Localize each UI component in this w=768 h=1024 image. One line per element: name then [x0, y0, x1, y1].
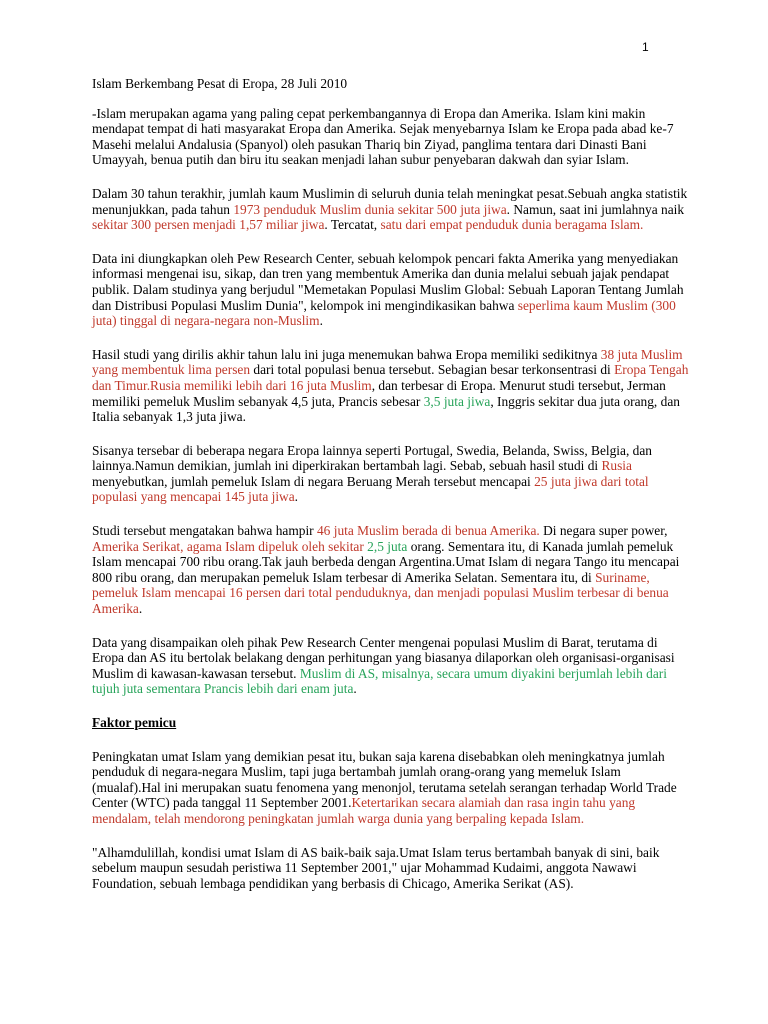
highlighted-text-red: Eropa Tengah dan Timur.Rusia memiliki lebih dari 16 juta Muslim: [92, 362, 689, 393]
text-segment: .: [138, 601, 143, 617]
highlighted-text-red: seperlima kaum Muslim (300 juta) tinggal di negara-negara non-Muslim: [92, 297, 676, 329]
highlighted-text-red: 1973 penduduk Muslim dunia sekitar 500 juta jiwa: [233, 201, 507, 217]
highlighted-text-red: Suriname, pemeluk Islam mencapai 16 persen dari total penduduknya, dan menjadi populasi Muslim terbesar di benua Amerika: [92, 569, 669, 617]
text-segment: menyebutkan, jumlah pemeluk Islam di negara Beruang Merah tersebut mencapai: [92, 473, 535, 489]
text-segment: .: [319, 313, 323, 329]
text-segment: , dan terbesar di Eropa. Menurut studi tersebut, Jerman memiliki pemeluk Muslim sebanyak 4,5 juta, Prancis sebesar: [92, 377, 666, 409]
text-segment: Studi tersebut mengatakan bahwa hampir: [92, 523, 317, 539]
paragraph: [92, 186, 692, 233]
text-segment: . Namun, saat ini jumlahnya naik: [506, 201, 685, 217]
page-number: 1: [642, 40, 649, 54]
text-segment: dari total populasi benua tersebut. Sebagian besar terkonsentrasi di: [250, 362, 615, 378]
paragraph: [92, 635, 692, 697]
paragraph: [92, 749, 692, 827]
paragraph: [92, 523, 692, 617]
text-segment: , Inggris sekitar dua juta orang, dan Italia sebanyak 1,3 juta jiwa.: [92, 393, 680, 425]
intro-paragraphs: [92, 106, 692, 697]
paragraph: [92, 443, 692, 505]
highlighted-text-red: satu dari empat penduduk dunia beragama Islam.: [380, 217, 644, 233]
paragraph: [92, 106, 692, 168]
highlighted-text-red: 38 juta Muslim yang membentuk lima persen: [92, 346, 683, 378]
text-segment: .: [353, 681, 357, 697]
text-segment: Hasil studi yang dirilis akhir tahun lalu ini juga menemukan bahwa Eropa memiliki sedikitnya: [92, 346, 601, 362]
highlighted-text-red: sekitar 300 persen menjadi 1,57 miliar jiwa: [92, 217, 325, 233]
paragraph: [92, 251, 692, 329]
text-segment: Peningkatan umat Islam yang demikian pesat itu, bukan saja karena disebabkan oleh meningkatnya jumlah penduduk di negara-negara Muslim, tapi juga bertambah jumlah orang-orang yang memeluk Islam (mualaf).Hal ini merupakan suatu fenomena yang menonjol, terutama setelah serangan terhadap World Trade Center (WTC) pada tanggal 11 September 2001.: [92, 748, 677, 811]
highlighted-text-green: 2,5 juta: [367, 538, 408, 554]
paragraph: [92, 347, 692, 425]
text-segment: "Alhamdulillah, kondisi umat Islam di AS baik-baik saja.Umat Islam terus bertambah banyak di sini, baik sebelum maupun sesudah peristiwa 11 September 2001," ujar Mohammad Kudaimi, anggota Nawawi Foundation, sebuah lembaga pendidikan yang berbasis di Chicago, Amerika Serikat (AS).: [92, 844, 660, 891]
highlighted-text-green: Muslim di AS, misalnya, secara umum diyakini berjumlah lebih dari tujuh juta sementara Prancis lebih dari enam juta: [92, 665, 667, 697]
section-heading: Faktor pemicu: [92, 715, 177, 730]
highlighted-text-red: 25 juta jiwa dari total populasi yang mencapai 145 juta jiwa: [92, 473, 649, 505]
text-segment: orang. Sementara itu, di Kanada jumlah pemeluk Islam mencapai 700 ribu orang.Tak jauh berbeda dengan Argentina.Umat Islam di negara Tango itu mencapai 800 ribu orang, dan merupakan pemeluk Islam terbesar di Amerika Selatan. Sementara itu, di: [92, 538, 680, 585]
section-paragraphs: [92, 749, 692, 892]
text-segment: .: [294, 489, 299, 505]
text-segment: Sisanya tersebar di beberapa negara Eropa lainnya seperti Portugal, Swedia, Belanda, Swiss, Belgia, dan lainnya.Namun demikian, jumlah ini diperkirakan bertambah lagi. Sebab, sebuah hasil studi di: [92, 442, 653, 474]
text-segment: -Islam merupakan agama yang paling cepat perkembangannya di Eropa dan Amerika. Islam kini makin mendapat tempat di hati masyarakat Eropa dan Amerika. Sejak menyebarnya Islam ke Eropa pada abad ke-7 Masehi melalui Andalusia (Spanyol) oleh pasukan Thariq bin Ziyad, panglima tentara dari Dinasti Bani Umayyah, benua putih dan biru itu seakan menjadi lahan subur penyebaran dakwah dan syiar Islam.: [92, 105, 674, 168]
text-segment: Dalam 30 tahun terakhir, jumlah kaum Muslimin di seluruh dunia telah meningkat pesat.Sebuah angka statistik menunjukkan, pada tahun: [92, 185, 688, 217]
text-segment: Di negara super power,: [539, 523, 668, 539]
paragraph: [92, 845, 692, 892]
document-body: [92, 76, 692, 909]
highlighted-text-red: 46 juta Muslim berada di benua Amerika.: [316, 523, 540, 539]
text-segment: Data ini diungkapkan oleh Pew Research Center, sebuah kelompok pencari fakta Amerika yang menyediakan informasi mengenai isu, sikap, dan tren yang membentuk Amerika dan dunia melalui sebuah jajak pendapat publik. Dalam studinya yang berjudul "Memetakan Populasi Muslim Global: Sebuah Laporan Tentang Jumlah dan Distribusi Populasi Muslim Dunia", kelompok ini mengindikasikan bahwa: [92, 250, 684, 313]
document-title: Islam Berkembang Pesat di Eropa, 28 Juli 2010: [92, 76, 348, 91]
text-segment: . Tercatat,: [324, 217, 381, 233]
highlighted-text-green: 3,5 juta jiwa: [423, 393, 491, 409]
highlighted-text-red: Rusia: [601, 458, 632, 474]
highlighted-text-red: Ketertarikan secara alamiah dan rasa ingin tahu yang mendalam, telah mendorong peningkatan jumlah warga dunia yang berpaling kepada Islam.: [92, 795, 636, 826]
text-segment: Data yang disampaikan oleh pihak Pew Research Center mengenai populasi Muslim di Barat, terutama di Eropa dan AS itu bertolak belakang dengan perhitungan yang biasanya dilaporkan oleh organisasi-organisasi Muslim di kawasan-kawasan tersebut.: [92, 634, 675, 681]
highlighted-text-red: Amerika Serikat, agama Islam dipeluk oleh sekitar: [92, 538, 368, 554]
